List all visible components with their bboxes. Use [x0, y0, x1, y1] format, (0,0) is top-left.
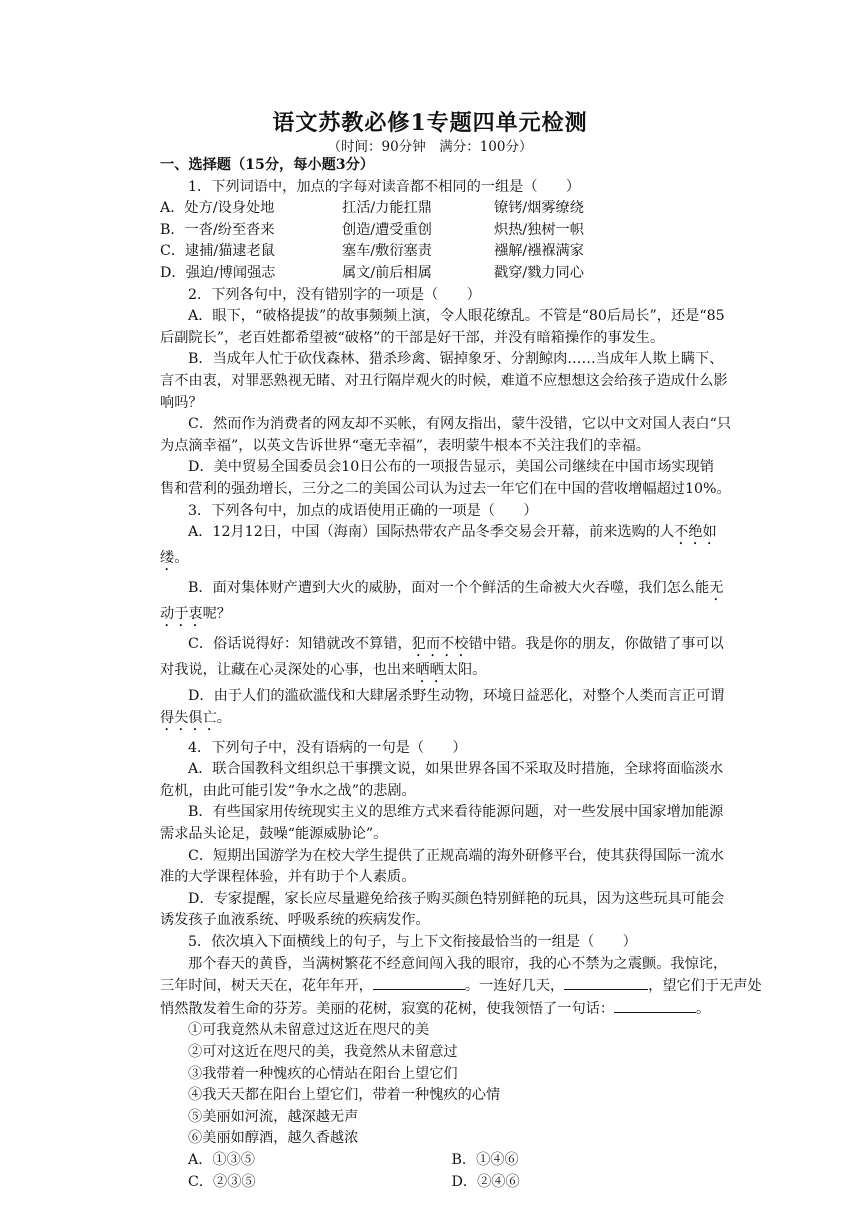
question-2-stem: 2．下列各句中，没有错别字的一项是（ ）: [188, 286, 481, 303]
q3-d-idiom: 得失俱亡: [160, 709, 217, 726]
q3-b-idiom: 无: [709, 580, 724, 597]
q4-option-b-line1: B．有些国家用传统现实主义的思维方式来看待能源问题，对一些发展中国家增加能源: [188, 804, 724, 821]
q4-option-b-line2: 需求品头论足，鼓噪“能源威胁论”。: [160, 826, 388, 843]
q2-option-a-line1: A．眼下，“破格提拔”的故事频频上演，令人眼花缭乱。不管是“80后局长”，还是“85: [188, 308, 725, 325]
q3-option-a-line1: [160, 522, 715, 548]
question-3-stem: 3．下列各句中，加点的成语使用正确的一项是（ ）: [188, 502, 538, 519]
q3-c2-text: 对我说，让藏在心灵深处的心事，也出来: [160, 662, 416, 679]
q3-b-text: B．面对集体财产遭到大火的威胁，面对一个个鲜活的生命被大火吞噬，我们怎么能: [188, 580, 710, 597]
q5-choice-item: ⑤美丽如河流，越深越无声: [188, 1108, 359, 1125]
question-1-option-row: [160, 263, 715, 285]
q3-c-idiom: 犯而不校: [411, 636, 469, 653]
q2-option-d-line2: 售和营利的强劲增长，三分之二的美国公司认为过去一年它们在中国的营收增幅超过10%。: [160, 480, 731, 497]
question-5-stem: 5．依次填入下面横线上的句子，与上下文衔接最恰当的一组是（ ）: [188, 934, 637, 951]
q5-passage-line2: [160, 975, 762, 998]
q3-a-idiom-end: 缕: [160, 550, 175, 567]
q5-blank-3[interactable]: [614, 998, 696, 1013]
q3-b-idiom-end: 动于衷: [160, 606, 203, 623]
q5-answer-d: D．②④⑥: [451, 1173, 520, 1190]
q2-option-b-line3: 响吗？: [160, 394, 203, 411]
q5-answer-c: C．②③⑤: [188, 1173, 256, 1190]
q1-option-a-col3: 镣铐/烟雾缭绕: [494, 200, 584, 217]
q3-a-text: A．12月12日，中国（海南）国际热带农产品冬季交易会开幕，前来选购的人: [188, 524, 675, 541]
q5-p2-text-b: 。一连好几天，: [464, 978, 565, 995]
q5-choice-item: ①可我竟然从未留意过这近在咫尺的美: [188, 1022, 430, 1039]
document-title: 语文苏教必修1专题四单元检测: [272, 110, 588, 136]
q5-choice-item: ②可对这近在咫尺的美，我竟然从未留意过: [188, 1044, 458, 1060]
q3-option-b-line1: [160, 578, 724, 604]
q2-option-b-line2: 言不由衷，对罪恶熟视无睹、对丑行隔岸观火的时候，难道不应想想这会给孩子造成什么影: [160, 372, 728, 389]
q5-answer-b: B．①④⑥: [451, 1151, 519, 1168]
q5-answer-row: [160, 1150, 715, 1172]
q1-option-a-col1: A．处方/设身处地: [160, 200, 275, 217]
q1-option-b-col3: 炽热/独树一帜: [494, 221, 584, 238]
q3-c2-text-end: 太阳。: [443, 662, 487, 679]
q3-b-text-end: 呢？: [202, 606, 231, 623]
q4-option-a-line1: A．联合国教科文组织总干事撰文说，如果世界各国不采取及时措施，全球将面临淡水: [188, 761, 724, 778]
q4-option-c-line2: 准的大学课程体验，并有助于个人素质。: [160, 869, 416, 886]
q4-option-a-line2: 危机，由此可能引发“争水之战”的悲剧。: [160, 782, 416, 799]
q5-blank-2[interactable]: [564, 975, 648, 990]
document-subtitle: （时间：90分钟 满分：100分）: [327, 139, 533, 155]
question-1-option-row: [160, 198, 715, 220]
q1-option-a-col2: 扛活/力能扛鼎: [342, 200, 432, 217]
question-1-option-row: [160, 241, 715, 263]
q2-option-d-line1: D．美中贸易全国委员会10日公布的一项报告显示，美国公司继续在中国市场实现销: [188, 459, 714, 476]
q4-option-c-line1: C．短期出国游学为在校大学生提供了正规高端的海外研修平台，使其获得国际一流水: [188, 847, 724, 864]
q3-c-text-end: 错中错。我是你的朋友，你做错了事可以: [468, 636, 724, 653]
q5-choice-item: ④我天天都在阳台上望它们，带着一种愧疚的心情: [188, 1087, 501, 1104]
q1-option-c-col3: 襁解/襁褓满家: [494, 243, 584, 260]
q3-option-c-line2: [160, 660, 715, 686]
q5-answer-row: [160, 1172, 715, 1194]
q3-option-d-line2: [160, 708, 715, 734]
q1-option-d-col3: 戳穿/戮力同心: [494, 264, 584, 281]
q1-option-c-col1: C．逮捕/猫逮老鼠: [160, 243, 275, 260]
q5-p2-text-c: ，望它们于无声处: [648, 978, 762, 995]
q1-option-d-col2: 属文/前后相属: [342, 264, 432, 281]
q5-p3-text-b: 。: [696, 1000, 711, 1017]
q4-option-d-line1: D．专家提醒，家长应尽量避免给孩子购买颜色特别鲜艳的玩具，因为这些玩具可能会: [188, 890, 725, 907]
q1-option-c-col2: 塞车/敷衍塞责: [342, 243, 432, 260]
q2-option-c-line2: 为点滴幸福”，以英文告诉世界“毫无幸福”，表明蒙牛根本不关注我们的幸福。: [160, 437, 650, 454]
q5-choice-item: ③我带着一种愧疚的心情站在阳台上望它们: [188, 1065, 458, 1082]
document-body: [160, 155, 762, 1193]
q3-d-text-end: 。: [216, 709, 231, 726]
q5-blank-1[interactable]: [373, 975, 465, 990]
q2-option-b-line1: B．当成年人忙于砍伐森林、猎杀珍禽、锯掉象牙、分割鲸肉……当成年人欺上瞒下、: [188, 351, 724, 368]
question-1-stem: 1．下列词语中，加点的字每对读音都不相同的一组是（ ）: [188, 178, 581, 195]
q5-choice-item: ⑥美丽如醇酒，越久香越浓: [188, 1130, 359, 1147]
q2-option-a-line2: 后副院长”，老百姓都希望被“破格”的干部是好干部，并没有暗箱操作的事发生。: [160, 329, 665, 346]
q3-option-b-line2: [160, 604, 715, 630]
q5-passage-line3: [160, 998, 715, 1021]
q3-c-text: C．俗话说得好：知错就改不算错，: [188, 636, 412, 653]
section-heading: 一、选择题（15分，每小题3分）: [160, 157, 375, 173]
question-1-option-row: [160, 220, 715, 242]
q5-answer-a: A．①③⑤: [188, 1151, 255, 1168]
q2-option-c-line1: C．然而作为消费者的网友却不买帐，有网友指出，蒙牛没错，它以中文对国人表白“只: [188, 416, 732, 433]
q3-c2-phrase: 晒晒: [415, 662, 444, 679]
q3-option-d-line1: D．由于人们的滥砍滥伐和大肆屠杀野生动物，环境日益恶化，对整个人类而言正可谓: [188, 688, 725, 705]
q3-a-idiom: 不绝如: [674, 524, 717, 541]
q3-a-text-end: 。: [174, 550, 189, 567]
q1-option-d-col1: D．强迫/博闻强志: [160, 264, 276, 281]
q3-option-c-line1: [160, 634, 724, 660]
q4-option-d-line2: 诱发孩子血液系统、呼吸系统的疾病发作。: [160, 912, 430, 929]
q1-option-b-col1: B．一沓/纷至沓来: [160, 221, 275, 238]
q1-option-b-col2: 创造/遭受重创: [342, 221, 432, 238]
q3-option-a-line2: [160, 548, 715, 574]
q5-p2-text-a: 三年时间，树天天在，花年年开，: [160, 978, 373, 995]
q5-passage-line1: 那个春天的黄昏，当满树繁花不经意间闯入我的眼帘，我的心不禁为之震颤。我惊诧，: [188, 955, 728, 972]
question-4-stem: 4．下列句子中，没有语病的一句是（ ）: [188, 739, 467, 756]
q5-p3-text-a: 悄然散发着生命的芬芳。美丽的花树，寂寞的花树，使我领悟了一句话：: [160, 1000, 615, 1017]
